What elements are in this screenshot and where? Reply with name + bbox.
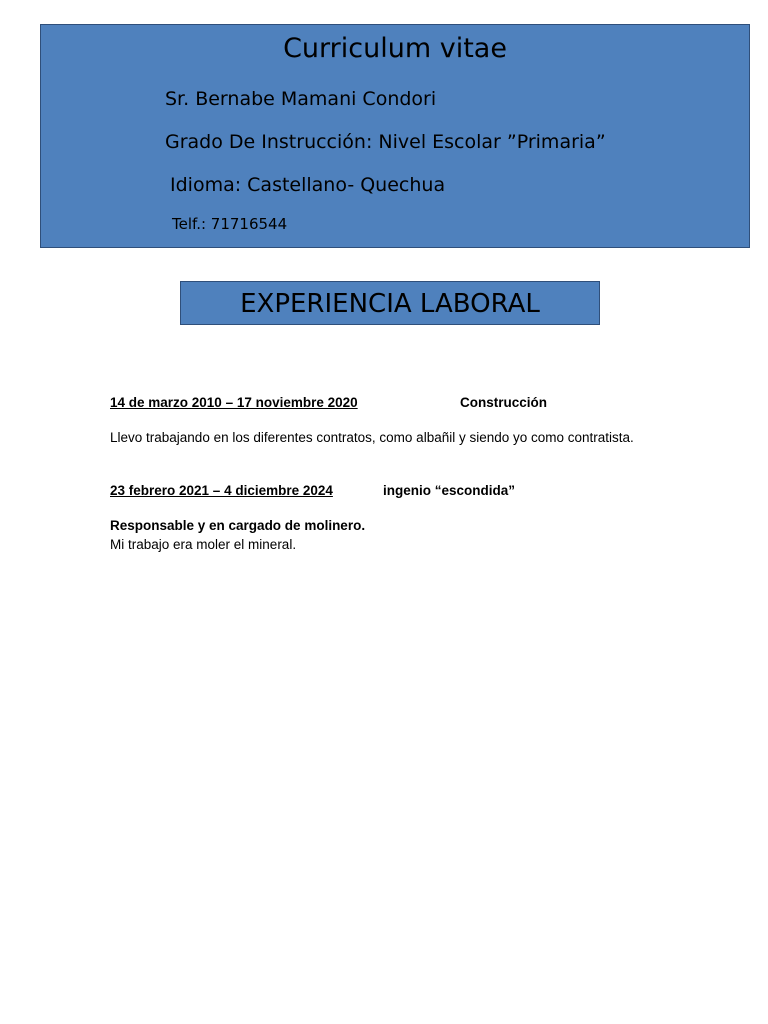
job-1-place: Construcción [460,395,548,410]
education-level: Grado De Instrucción: Nivel Escolar ”Primaria” [165,131,606,153]
job-2-place: ingenio “escondida” [383,483,516,498]
candidate-name: Sr. Bernabe Mamani Condori [165,88,437,110]
phone-number: Telf.: 71716544 [172,215,288,233]
job-1-dates: 14 de marzo 2010 – 17 noviembre 2020 [110,395,358,410]
job-2-role: Responsable y en cargado de molinero. [110,518,366,533]
section-title: EXPERIENCIA LABORAL [240,289,540,319]
job-2-description: Mi trabajo era moler el mineral. [110,537,297,552]
job-1-description: Llevo trabajando en los diferentes contratos, como albañil y siendo yo como contratista. [110,430,634,445]
languages: Idioma: Castellano- Quechua [170,174,446,196]
cv-title: Curriculum vitae [283,33,507,64]
job-2-dates: 23 febrero 2021 – 4 diciembre 2024 [110,483,333,498]
